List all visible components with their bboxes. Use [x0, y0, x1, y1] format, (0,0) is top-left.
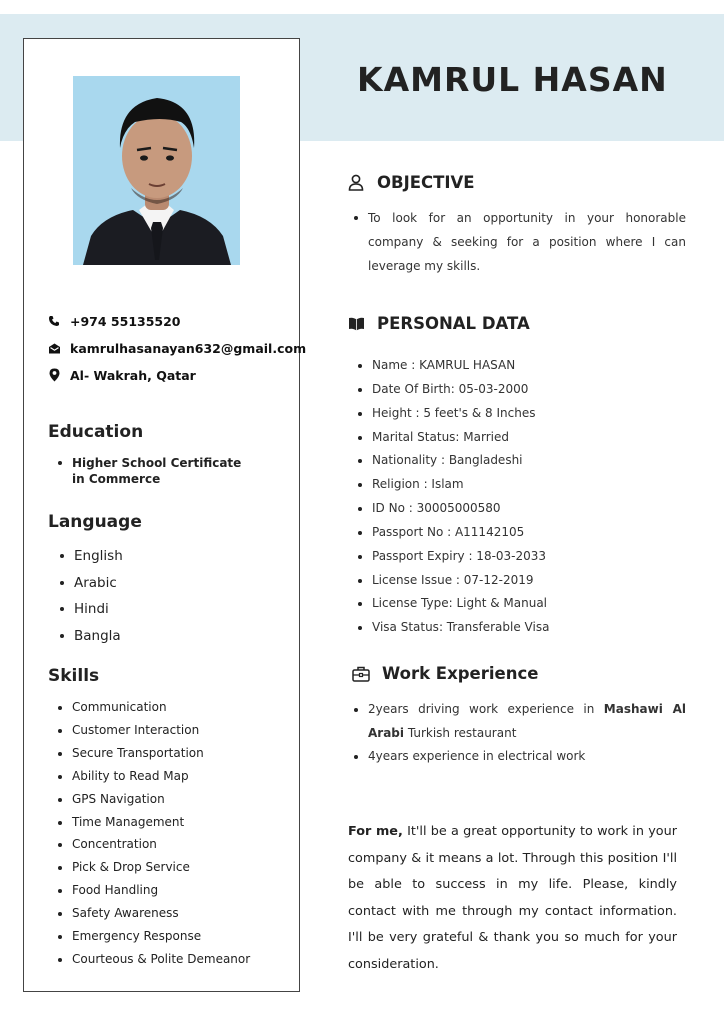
personal-data-item: Name : KAMRUL HASAN [356, 354, 549, 378]
personal-data-item: Visa Status: Transferable Visa [356, 616, 549, 640]
user-icon [345, 173, 367, 193]
skill-item: Customer Interaction [54, 719, 250, 742]
personal-data-item: License Type: Light & Manual [356, 592, 549, 616]
profile-photo [73, 76, 240, 265]
personal-data-item: Nationality : Bangladeshi [356, 449, 549, 473]
work-experience-heading [350, 662, 538, 685]
education-list [54, 455, 254, 487]
personal-data-heading [345, 312, 530, 335]
personal-data-item: Date Of Birth: 05-03-2000 [356, 378, 549, 402]
skill-item: Time Management [54, 811, 250, 834]
personal-data-item: Religion : Islam [356, 473, 549, 497]
email-icon [46, 340, 62, 356]
language-item: Bangla [56, 623, 123, 650]
language-item: English [56, 543, 123, 570]
personal-data-heading-text: PERSONAL DATA [377, 314, 530, 333]
phone-icon [46, 313, 62, 329]
skill-item: Communication [54, 696, 250, 719]
objective-list [352, 206, 686, 278]
work-text: Turkish restaurant [404, 725, 517, 740]
employer-name: Mashawi Al Arabi [368, 702, 687, 740]
contact-email[interactable] [46, 340, 306, 356]
work-experience-heading-text: Work Experience [382, 664, 539, 683]
skill-item: GPS Navigation [54, 788, 250, 811]
book-icon [345, 314, 367, 334]
objective-heading-text: OBJECTIVE [377, 173, 475, 192]
skill-item: Secure Transportation [54, 742, 250, 765]
skill-item: Ability to Read Map [54, 765, 250, 788]
email-text: kamrulhasanayan632@gmail.com [70, 340, 307, 356]
skill-item: Pick & Drop Service [54, 856, 250, 879]
objective-text: To look for an opportunity in your honorable company & seeking for a position where I can leverage my skills. [352, 206, 686, 278]
skills-list [54, 696, 250, 971]
language-list [56, 543, 123, 649]
closing-lead: For me, [348, 824, 403, 839]
contact-location [46, 367, 196, 383]
personal-data-item: Passport No : A11142105 [356, 521, 549, 545]
personal-data-list [356, 354, 549, 640]
skill-item: Food Handling [54, 879, 250, 902]
language-heading-text: Language [48, 512, 142, 532]
closing-paragraph [348, 819, 677, 979]
language-item: Arabic [56, 570, 123, 597]
personal-data-item: ID No : 30005000580 [356, 497, 549, 521]
objective-heading [345, 171, 475, 194]
closing-text: It'll be a great opportunity to work in your company & it means a lot. Through this position I'll be able to success in my life. Please, kindly contact with me through my contact information. I'll be very grateful & thank you so much for your consideration. [348, 824, 677, 972]
phone-text: +974 55135520 [70, 313, 181, 329]
work-experience-item [352, 698, 686, 745]
language-item: Hindi [56, 596, 123, 623]
work-experience-item: 4years experience in electrical work [352, 745, 686, 769]
skills-heading-text: Skills [48, 666, 100, 686]
candidate-name: KAMRUL HASAN [357, 60, 668, 99]
language-heading [48, 510, 142, 534]
skill-item: Courteous & Polite Demeanor [54, 948, 250, 971]
work-text: 2years driving work experience in [368, 702, 604, 716]
briefcase-icon [350, 664, 372, 684]
personal-data-item: Marital Status: Married [356, 426, 549, 450]
skills-heading [48, 664, 99, 688]
personal-data-item: Height : 5 feet's & 8 Inches [356, 402, 549, 426]
work-experience-list [352, 698, 686, 769]
education-heading-text: Education [48, 422, 144, 442]
personal-data-item: License Issue : 07-12-2019 [356, 569, 549, 593]
skill-item: Concentration [54, 833, 250, 856]
education-item: Higher School Certificate in Commerce [54, 455, 254, 487]
location-pin-icon [46, 367, 62, 383]
location-text: Al- Wakrah, Qatar [70, 367, 196, 383]
skill-item: Emergency Response [54, 925, 250, 948]
skill-item: Safety Awareness [54, 902, 250, 925]
education-heading [48, 420, 143, 444]
personal-data-item: Passport Expiry : 18-03-2033 [356, 545, 549, 569]
contact-phone[interactable] [46, 313, 181, 329]
